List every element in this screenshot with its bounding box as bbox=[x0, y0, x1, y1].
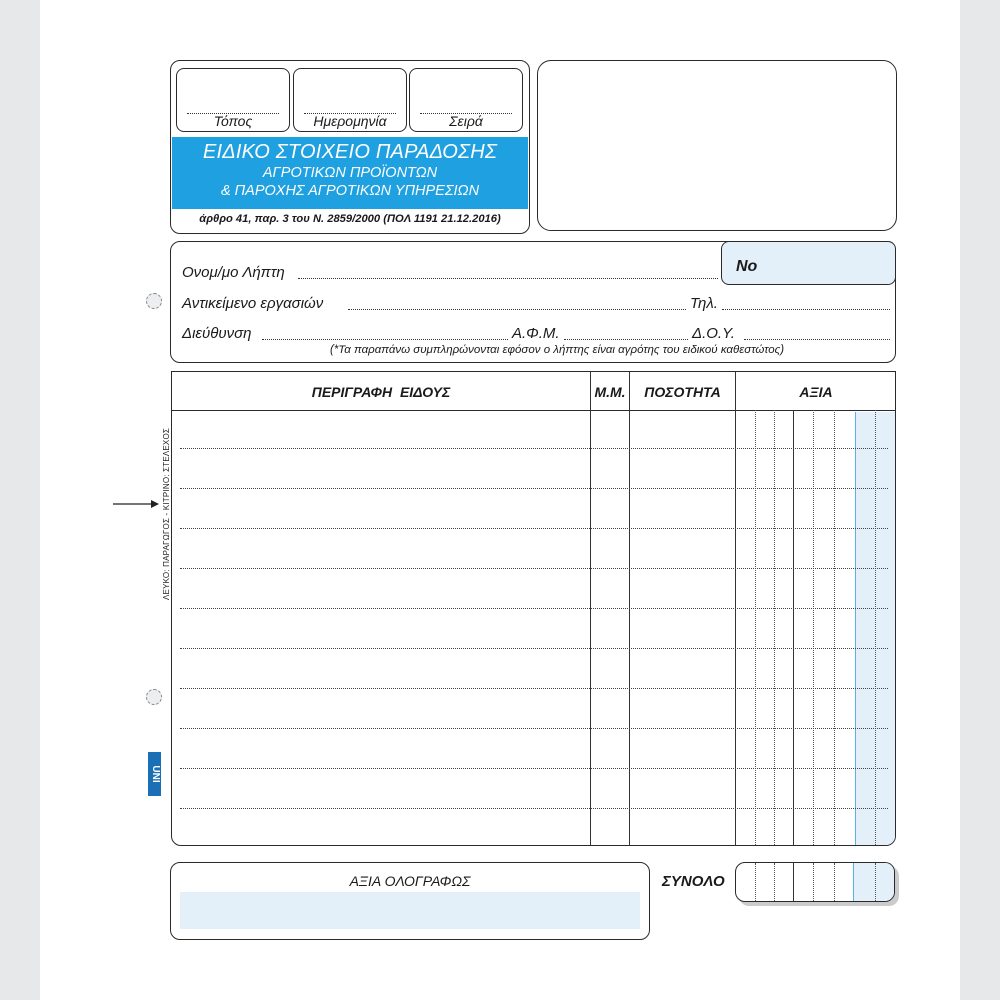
title-line-1: ΕΙΔΙΚΟ ΣΤΟΙΧΕΙΟ ΠΑΡΑΔΟΣΗΣ bbox=[202, 141, 498, 163]
doy-line[interactable] bbox=[744, 339, 890, 340]
document-title-banner bbox=[172, 137, 528, 209]
issuer-stamp-box[interactable] bbox=[537, 60, 897, 231]
recipient-name-line[interactable] bbox=[298, 278, 718, 279]
table-row[interactable] bbox=[180, 608, 888, 609]
date-label: Ημερομηνία bbox=[313, 113, 387, 129]
phone-label: Τηλ. bbox=[690, 295, 718, 312]
afm-label: Α.Φ.Μ. bbox=[512, 325, 560, 342]
place-label: Τόπος bbox=[213, 113, 253, 129]
legal-reference: άρθρο 41, παρ. 3 του Ν. 2859/2000 (ΠΟΛ 1191 21.12.2016) bbox=[199, 213, 501, 225]
table-row[interactable] bbox=[180, 808, 888, 809]
col-quantity-header: ΠΟΣΟΤΗΤΑ bbox=[644, 384, 721, 400]
address-label: Διεύθυνση bbox=[182, 325, 252, 342]
table-row[interactable] bbox=[180, 448, 888, 449]
place-cell[interactable] bbox=[176, 68, 290, 132]
series-cell[interactable] bbox=[409, 68, 523, 132]
total-label: ΣΥΝΟΛΟ bbox=[662, 873, 725, 890]
table-row[interactable] bbox=[180, 688, 888, 689]
table-row[interactable] bbox=[180, 768, 888, 769]
amount-in-words-label: ΑΞΙΑ ΟΛΟΓΡΑΦΩΣ bbox=[349, 873, 471, 889]
number-label: Νο bbox=[736, 258, 758, 275]
punch-hole-top bbox=[146, 293, 162, 309]
table-row[interactable] bbox=[180, 488, 888, 489]
title-line-3: & ΠΑΡΟΧΗΣ ΑΓΡΟΤΙΚΩΝ ΥΠΗΡΕΣΙΩΝ bbox=[220, 182, 480, 199]
col-unit-header: Μ.Μ. bbox=[594, 384, 626, 400]
table-row[interactable] bbox=[180, 528, 888, 529]
title-line-2: ΑΓΡΟΤΙΚΩΝ ΠΡΟΪΟΝΤΩΝ bbox=[262, 165, 438, 181]
number-field[interactable] bbox=[721, 241, 896, 285]
work-subject-label: Αντικείμενο εργασιών bbox=[182, 295, 324, 312]
col-value-header: ΑΞΙΑ bbox=[799, 384, 833, 400]
date-cell[interactable] bbox=[293, 68, 407, 132]
feed-arrow-icon bbox=[113, 497, 159, 515]
series-label: Σειρά bbox=[449, 113, 483, 129]
total-field[interactable] bbox=[735, 862, 895, 902]
address-line[interactable] bbox=[262, 339, 508, 340]
amount-in-words-field[interactable] bbox=[180, 892, 640, 929]
doy-label: Δ.Ο.Υ. bbox=[692, 325, 735, 342]
afm-line[interactable] bbox=[564, 339, 688, 340]
table-row[interactable] bbox=[180, 728, 888, 729]
col-description-header: ΠΕΡΙΓΡΑΦΗ ΕΙΔΟΥΣ bbox=[311, 384, 451, 400]
punch-hole-bottom bbox=[146, 689, 162, 705]
table-row[interactable] bbox=[180, 568, 888, 569]
phone-line[interactable] bbox=[722, 309, 890, 310]
recipient-name-label: Ονομ/μο Λήπτη bbox=[182, 264, 285, 281]
uni-logo: UNI bbox=[148, 752, 161, 796]
recipient-footnote: (*Τα παραπάνω συμπληρώνονται εφόσον ο λήπτης είναι αγρότης του ειδικού καθεστώτος) bbox=[330, 344, 785, 356]
work-subject-line[interactable] bbox=[348, 309, 686, 310]
table-row[interactable] bbox=[180, 648, 888, 649]
